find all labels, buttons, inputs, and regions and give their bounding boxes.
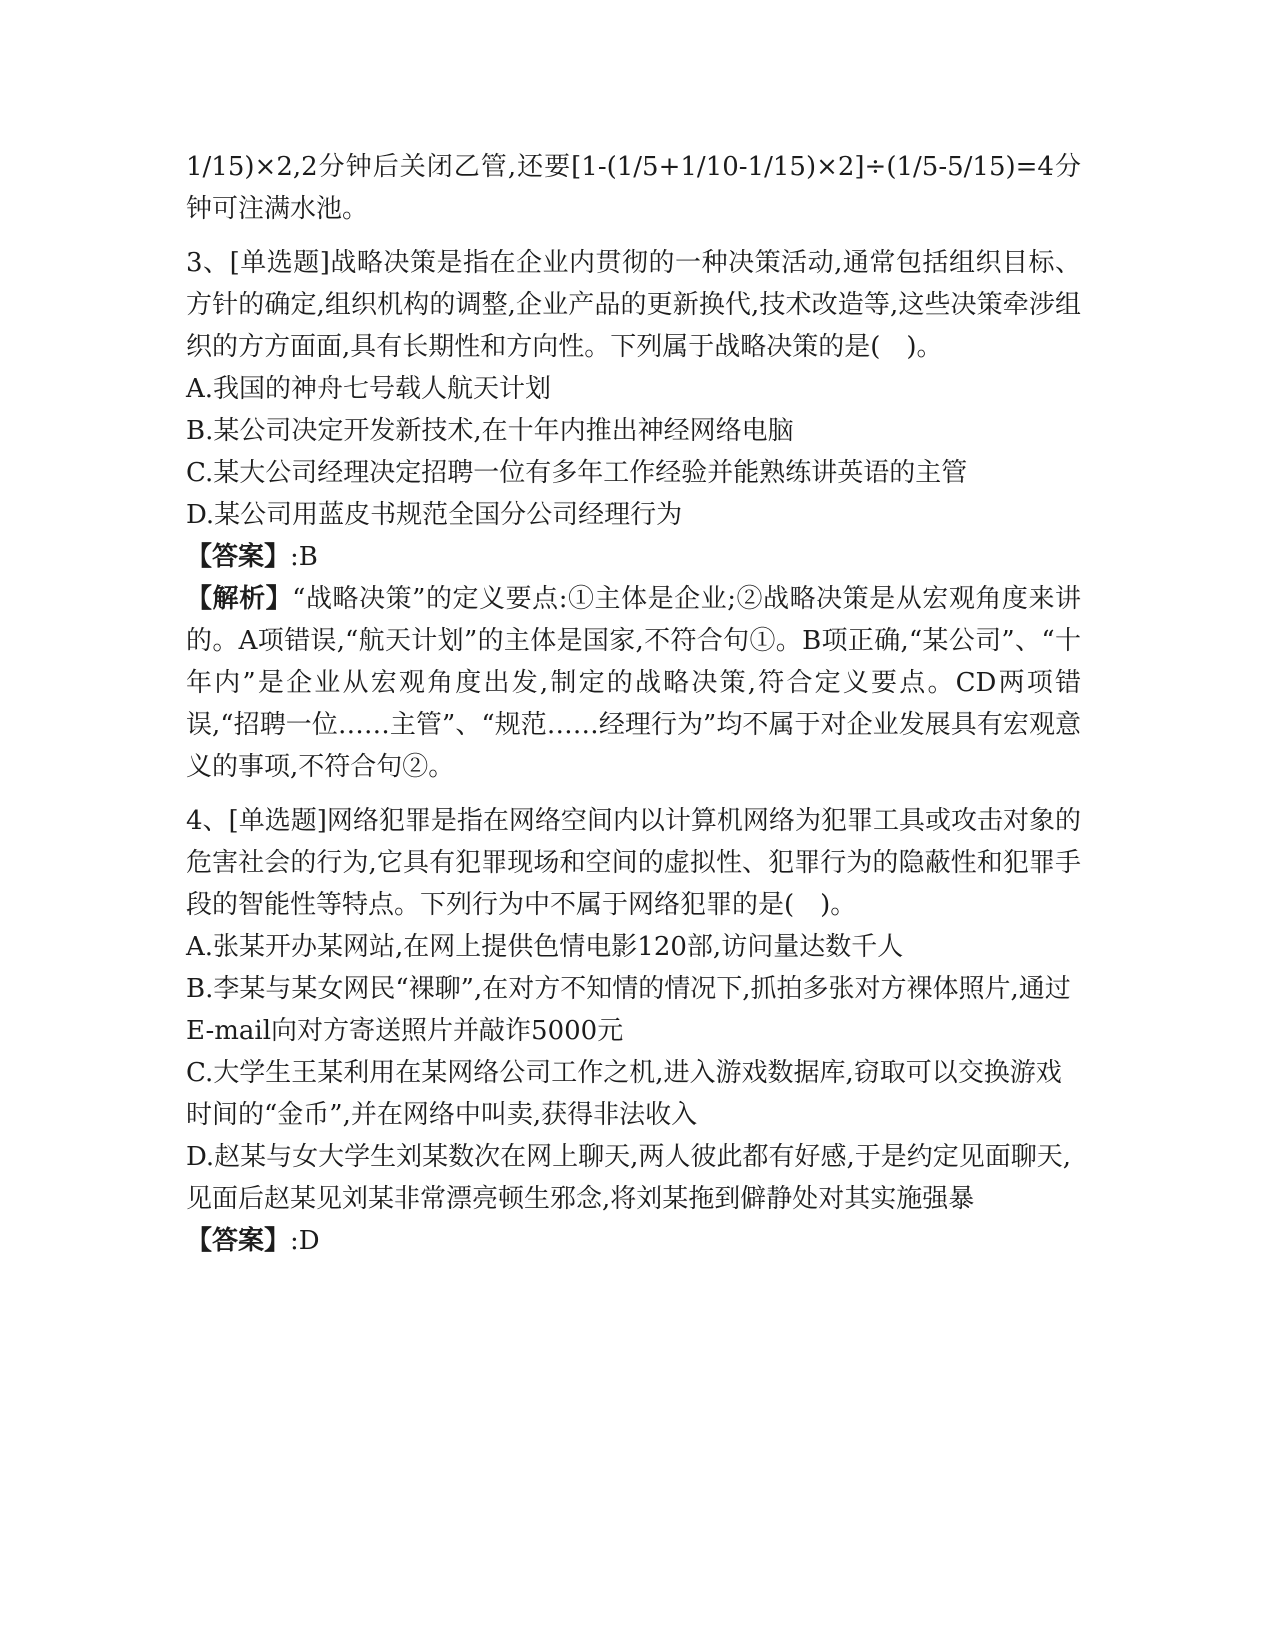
previous-solution-tail: 1/15)×2,2分钟后关闭乙管,还要[1-(1/5+1/10-1/15)×2]÷(1/5-5/15)=4分钟可注满水池。 <box>186 152 1081 224</box>
question-4-option-c: C.大学生王某利用在某网络公司工作之机,进入游戏数据库,窃取可以交换游戏时间的“金币”,并在网络中叫卖,获得非法收入 <box>186 1058 1062 1130</box>
question-3-option-c: C.某大公司经理决定招聘一位有多年工作经验并能熟练讲英语的主管 <box>186 458 968 488</box>
answer-separator: : <box>290 1226 299 1256</box>
question-4-option-b: B.李某与某女网民“裸聊”,在对方不知情的情况下,抓拍多张对方裸体照片,通过E-mail向对方寄送照片并敲诈5000元 <box>186 974 1071 1046</box>
question-3-option-b: B.某公司决定开发新技术,在十年内推出神经网络电脑 <box>186 416 794 446</box>
answer-label: 【答案】 <box>186 542 291 572</box>
question-3-analysis <box>186 578 1081 788</box>
question-3-stem: 3、[单选题]战略决策是指在企业内贯彻的一种决策活动,通常包括组织目标、方针的确定,组织机构的调整,企业产品的更新换代,技术改造等,这些决策牵涉组织的方方面面,具有长期性和方向性。下列属于战略决策的是( )。 <box>186 248 1081 362</box>
question-3-option-a: A.我国的神舟七号载人航天计划 <box>186 374 552 404</box>
question-4-option-a: A.张某开办某网站,在网上提供色情电影120部,访问量达数千人 <box>186 932 904 962</box>
question-3-option-d: D.某公司用蓝皮书规范全国分公司经理行为 <box>186 500 683 530</box>
question-4-stem: 4、[单选题]网络犯罪是指在网络空间内以计算机网络为犯罪工具或攻击对象的危害社会的行为,它具有犯罪现场和空间的虚拟性、犯罪行为的隐蔽性和犯罪手段的智能性等特点。下列行为中不属于网络犯罪的是( )。 <box>186 806 1081 920</box>
answer-separator: : <box>290 542 299 572</box>
document-body <box>186 146 1081 1262</box>
question-4 <box>186 800 1081 1262</box>
paragraph-gap <box>186 230 1081 242</box>
question-3-answer <box>186 536 1081 578</box>
analysis-text: “战略决策”的定义要点:①主体是企业;②战略决策是从宏观角度来讲的。A项错误,“航天计划”的主体是国家,不符合句①。B项正确,“某公司”、“十年内”是企业从宏观角度出发,制定的战略决策,符合定义要点。CD两项错误,“招聘一位……主管”、“规范……经理行为”均不属于对企业发展具有宏观意义的事项,不符合句②。 <box>186 584 1081 782</box>
analysis-label: 【解析】 <box>186 584 293 614</box>
paragraph-gap <box>186 788 1081 800</box>
question-3 <box>186 242 1081 788</box>
question-4-option-d: D.赵某与女大学生刘某数次在网上聊天,两人彼此都有好感,于是约定见面聊天,见面后赵某见刘某非常漂亮顿生邪念,将刘某拖到僻静处对其实施强暴 <box>186 1142 1071 1214</box>
question-4-answer <box>186 1220 1081 1262</box>
answer-value: B <box>298 542 318 572</box>
answer-value: D <box>298 1226 320 1256</box>
answer-label: 【答案】 <box>186 1226 291 1256</box>
